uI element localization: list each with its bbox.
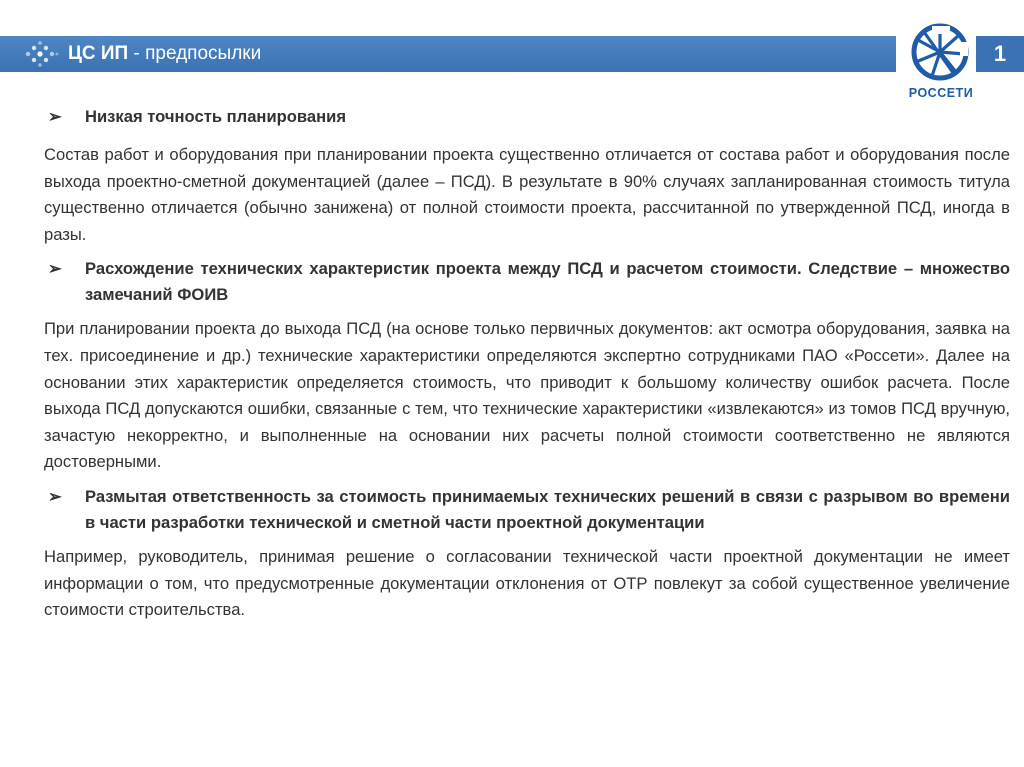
page-title-sub: - предпосылки (128, 43, 262, 64)
bullet-item (44, 484, 1010, 536)
page-title (68, 43, 261, 65)
bullet-item (44, 256, 1010, 308)
arrow-bullet-icon: ➢ (48, 107, 62, 126)
header-bar (0, 36, 896, 72)
page-number: 1 (976, 36, 1024, 72)
bullet-text: Низкая точность планирования (85, 107, 347, 126)
slide-content (44, 104, 1010, 624)
paragraph: Например, руководитель, принимая решение о согласовании технической части проектной документации не имеет информации о том, что предусмотренные документации отклонения от ОТР повлекут за собой существенное увеличение стоимости строительства. (44, 546, 1010, 620)
page-title-main: ЦС ИП (68, 43, 129, 64)
bullet-text: Размытая ответственность за стоимость принимаемых технических решений в связи с разрывом во времени в части разработки технической и сметной части проектной документации (85, 486, 1010, 532)
paragraph: При планировании проекта до выхода ПСД (на основе только первичных документов: акт осмотра оборудования, заявка на тех. присоединение и др.) технические характеристики определяются экспертно сотрудниками ПАО «Россети». Далее на основании этих характеристик определяется стоимость, что приводит к большому количеству ошибок расчета. После выхода ПСД допускаются ошибки, связанные с тем, что технические характеристики «извлекаются» из томов ПСД вручную, зачастую некорректно, и выполненные на основании них расчеты полной стоимости соответственно не являются достоверными. (44, 319, 1010, 472)
bullet-item (44, 104, 1010, 130)
arrow-bullet-icon: ➢ (48, 259, 62, 279)
paragraph: Состав работ и оборудования при планировании проекта существенно отличается от состава работ и оборудования после выхода проектно-сметной документацией (далее – ПСД). В результате в 90% случаях запланированная стоимость титула существенно отличается (обычно занижена) от полной стоимости проекта, рассчитанной по утвержденной ПСД, иногда в разы. (44, 145, 1010, 244)
logo-text: РОССЕТИ (908, 86, 974, 100)
dots-icon (22, 40, 62, 68)
arrow-bullet-icon: ➢ (48, 486, 62, 506)
bullet-text: Расхождение технических характеристик проекта между ПСД и расчетом стоимости. Следствие – множество замечаний ФОИВ (85, 259, 1010, 305)
